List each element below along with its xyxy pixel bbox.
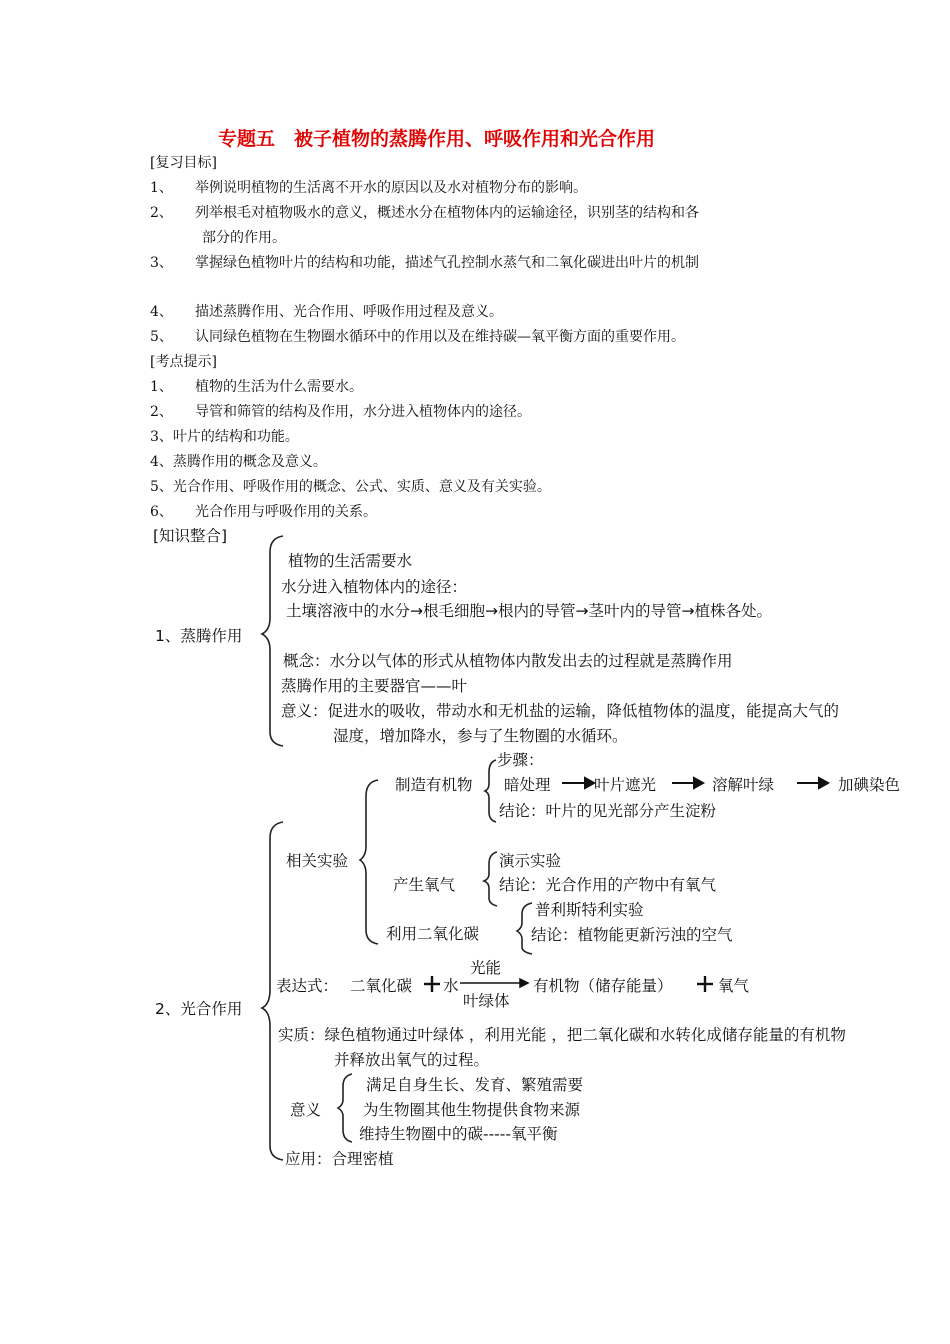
essence-line-1: 实质：绿色植物通过叶绿体 ，利用光能 ，把二氧化碳和水转化成储存能量的有机物 <box>278 1026 846 1044</box>
transpiration-organ: 蒸腾作用的主要器官——叶 <box>281 677 468 695</box>
review-item-5: 认同绿色植物在生物圈水循环中的作用以及在维持碳—氧平衡方面的重要作用。 <box>195 329 685 345</box>
application: 应用：合理密植 <box>285 1150 394 1168</box>
step-dark: 暗处理 <box>504 776 551 794</box>
review-item-1-num: 1、 <box>150 180 173 196</box>
steps-label: 步骤： <box>497 751 544 769</box>
organic-matter-label: 制造有机物 <box>395 776 473 794</box>
review-item-2-cont: 部分的作用。 <box>202 230 286 246</box>
review-item-5-num: 5、 <box>150 329 173 345</box>
transpiration-label: 1、蒸腾作用 <box>155 627 243 645</box>
review-item-1: 举例说明植物的生活离不开水的原因以及水对植物分布的影响。 <box>195 180 587 196</box>
hint-item-2: 导管和筛管的结构及作用，水分进入植物体内的途径。 <box>195 404 531 420</box>
formula-light-energy: 光能 <box>470 959 502 977</box>
page-title: 专题五 被子植物的蒸腾作用、呼吸作用和光合作用 <box>218 128 656 150</box>
co2-conclusion: 结论：植物能更新污浊的空气 <box>531 926 733 944</box>
experiments-label: 相关实验 <box>286 852 349 870</box>
hint-item-5: 5、光合作用、呼吸作用的概念、公式、实质、意义及有关实验。 <box>150 479 551 495</box>
co2-label: 利用二氧化碳 <box>386 925 480 943</box>
co2-demo: 普利斯特利实验 <box>535 901 644 919</box>
step-dissolve: 溶解叶绿 <box>712 776 775 794</box>
hint-item-1-num: 1、 <box>150 379 173 395</box>
oxygen-conclusion: 结论：光合作用的产物中有氧气 <box>499 876 717 894</box>
transpiration-line-1: 植物的生活需要水 <box>288 552 413 570</box>
review-item-2-num: 2、 <box>150 205 173 221</box>
transpiration-line-2: 水分进入植物体内的途径： <box>281 578 468 596</box>
transpiration-significance-cont: 湿度，增加降水，参与了生物圈的水循环。 <box>333 727 628 745</box>
review-heading: [复习目标] <box>150 155 217 171</box>
oxygen-demo: 演示实验 <box>499 852 562 870</box>
hint-item-2-num: 2、 <box>150 404 173 420</box>
significance-item-1: 满足自身生长、发育、繁殖需要 <box>366 1076 584 1094</box>
hint-item-6-num: 6、 <box>150 504 173 520</box>
formula-chloroplast: 叶绿体 <box>463 992 510 1010</box>
hint-item-1: 植物的生活为什么需要水。 <box>195 379 363 395</box>
review-item-4-num: 4、 <box>150 304 173 320</box>
review-item-2: 列举根毛对植物吸水的意义，概述水分在植物体内的运输途径，识别茎的结构和各 <box>195 205 699 221</box>
review-item-3-num: 3、 <box>150 255 173 271</box>
formula-product-organic: 有机物（储存能量） <box>533 977 673 995</box>
significance-label: 意义 <box>290 1101 322 1119</box>
essence-line-2: 并释放出氧气的过程。 <box>334 1051 490 1069</box>
transpiration-significance: 意义：促进水的吸收，带动水和无机盐的运输，降低植物体的温度，能提高大气的 <box>281 702 840 720</box>
step-iodine: 加碘染色 <box>838 776 901 794</box>
significance-item-3: 维持生物圈中的碳-----氧平衡 <box>359 1125 558 1143</box>
formula-product-oxygen: 氧气 <box>718 977 750 995</box>
organic-conclusion: 结论：叶片的见光部分产生淀粉 <box>499 802 717 820</box>
transpiration-pathway: 土壤溶液中的水分→根毛细胞→根内的导管→茎叶内的导管→植株各处。 <box>286 602 772 620</box>
significance-item-2: 为生物圈其他生物提供食物来源 <box>363 1101 581 1119</box>
formula-label: 表达式： <box>276 977 339 995</box>
transpiration-concept: 概念：水分以气体的形式从植物体内散发出去的过程就是蒸腾作用 <box>283 652 733 670</box>
formula-water: 水 <box>443 977 459 995</box>
knowledge-heading: [知识整合] <box>153 527 228 545</box>
formula-reactant-co2: 二氧化碳 <box>350 977 413 995</box>
review-item-3: 掌握绿色植物叶片的结构和功能，描述气孔控制水蒸气和二氧化碳进出叶片的机制 <box>195 255 699 271</box>
hints-heading: [考点提示] <box>150 354 217 370</box>
hint-item-3: 3、叶片的结构和功能。 <box>150 429 299 445</box>
hint-item-6: 光合作用与呼吸作用的关系。 <box>195 504 377 520</box>
step-shade: 叶片遮光 <box>594 776 657 794</box>
oxygen-label: 产生氧气 <box>393 876 456 894</box>
hint-item-4: 4、蒸腾作用的概念及意义。 <box>150 454 327 470</box>
photosynthesis-label: 2、光合作用 <box>155 1000 243 1018</box>
review-item-4: 描述蒸腾作用、光合作用、呼吸作用过程及意义。 <box>195 304 503 320</box>
